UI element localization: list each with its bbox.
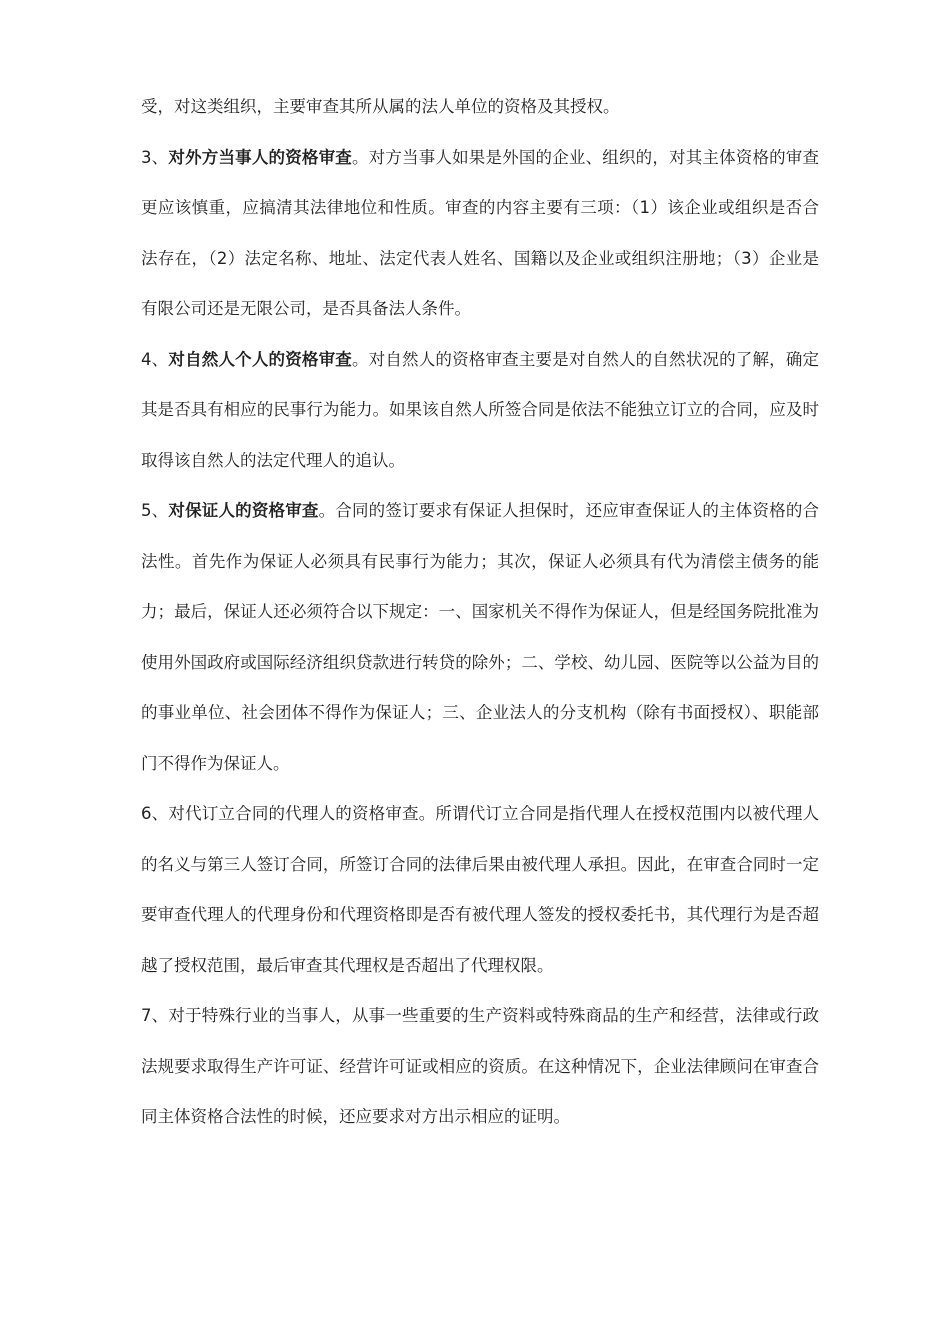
item-number: 5、 [141, 501, 169, 520]
paragraph-text: 。对方当事人如果是外国的企业、组织的，对其主体资格的审查更应该慎重，应搞清其法律地位和性质。审查的内容主要有三项：（1）该企业或组织是否合法存在，（2）法定名称、地址、法定代表人姓名、国籍以及企业或组织注册地；（3）企业是有限公司还是无限公司，是否具备法人条件。 [141, 147, 819, 318]
paragraph-item-5 [141, 486, 819, 789]
item-number: 3、 [141, 147, 169, 167]
paragraph-item-4 [141, 335, 819, 487]
paragraph-item-6 [141, 789, 819, 991]
paragraph-item-7 [141, 991, 819, 1143]
paragraph-text: 。合同的签订要求有保证人担保时，还应审查保证人的主体资格的合法性。首先作为保证人必须具有民事行为能力；其次，保证人必须具有代为清偿主债务的能力；最后，保证人还必须符合以下规定：一、国家机关不得作为保证人，但是经国务院批准为使用外国政府或国际经济组织贷款进行转贷的除外；二、学校、幼儿园、医院等以公益为目的的事业单位、社会团体不得作为保证人；三、企业法人的分支机构（除有书面授权）、职能部门不得作为保证人。 [141, 501, 819, 773]
paragraph-text: 对代订立合同的代理人的资格审查。所谓代订立合同是指代理人在授权范围内以被代理人的名义与第三人签订合同，所签订合同的法律后果由被代理人承担。因此，在审查合同时一定要审查代理人的代理身份和代理资格即是否有被代理人签发的授权委托书，其代理行为是否超越了授权范围，最后审查其代理权是否超出了代理权限。 [141, 804, 819, 975]
item-number: 4、 [141, 349, 169, 369]
paragraph-continuation [141, 82, 819, 133]
item-number: 7、 [141, 1006, 169, 1025]
item-heading: 对保证人的资格审查 [168, 501, 319, 520]
paragraph-item-3 [141, 133, 819, 335]
paragraph-text: 。对自然人的资格审查主要是对自然人的自然状况的了解，确定其是否具有相应的民事行为能力。如果该自然人所签合同是依法不能独立订立的合同，应及时取得该自然人的法定代理人的追认。 [141, 349, 819, 470]
item-number: 6、 [141, 804, 169, 823]
paragraph-text: 对于特殊行业的当事人，从事一些重要的生产资料或特殊商品的生产和经营，法律或行政法规要求取得生产许可证、经营许可证或相应的资质。在这种情况下，企业法律顾问在审查合同主体资格合法性的时候，还应要求对方出示相应的证明。 [141, 1006, 819, 1126]
item-heading: 对自然人个人的资格审查 [168, 349, 352, 369]
item-heading: 对外方当事人的资格审查 [168, 147, 352, 167]
paragraph-text: 受，对这类组织，主要审查其所从属的法人单位的资格及其授权。 [141, 97, 620, 116]
document-page [141, 82, 819, 1143]
